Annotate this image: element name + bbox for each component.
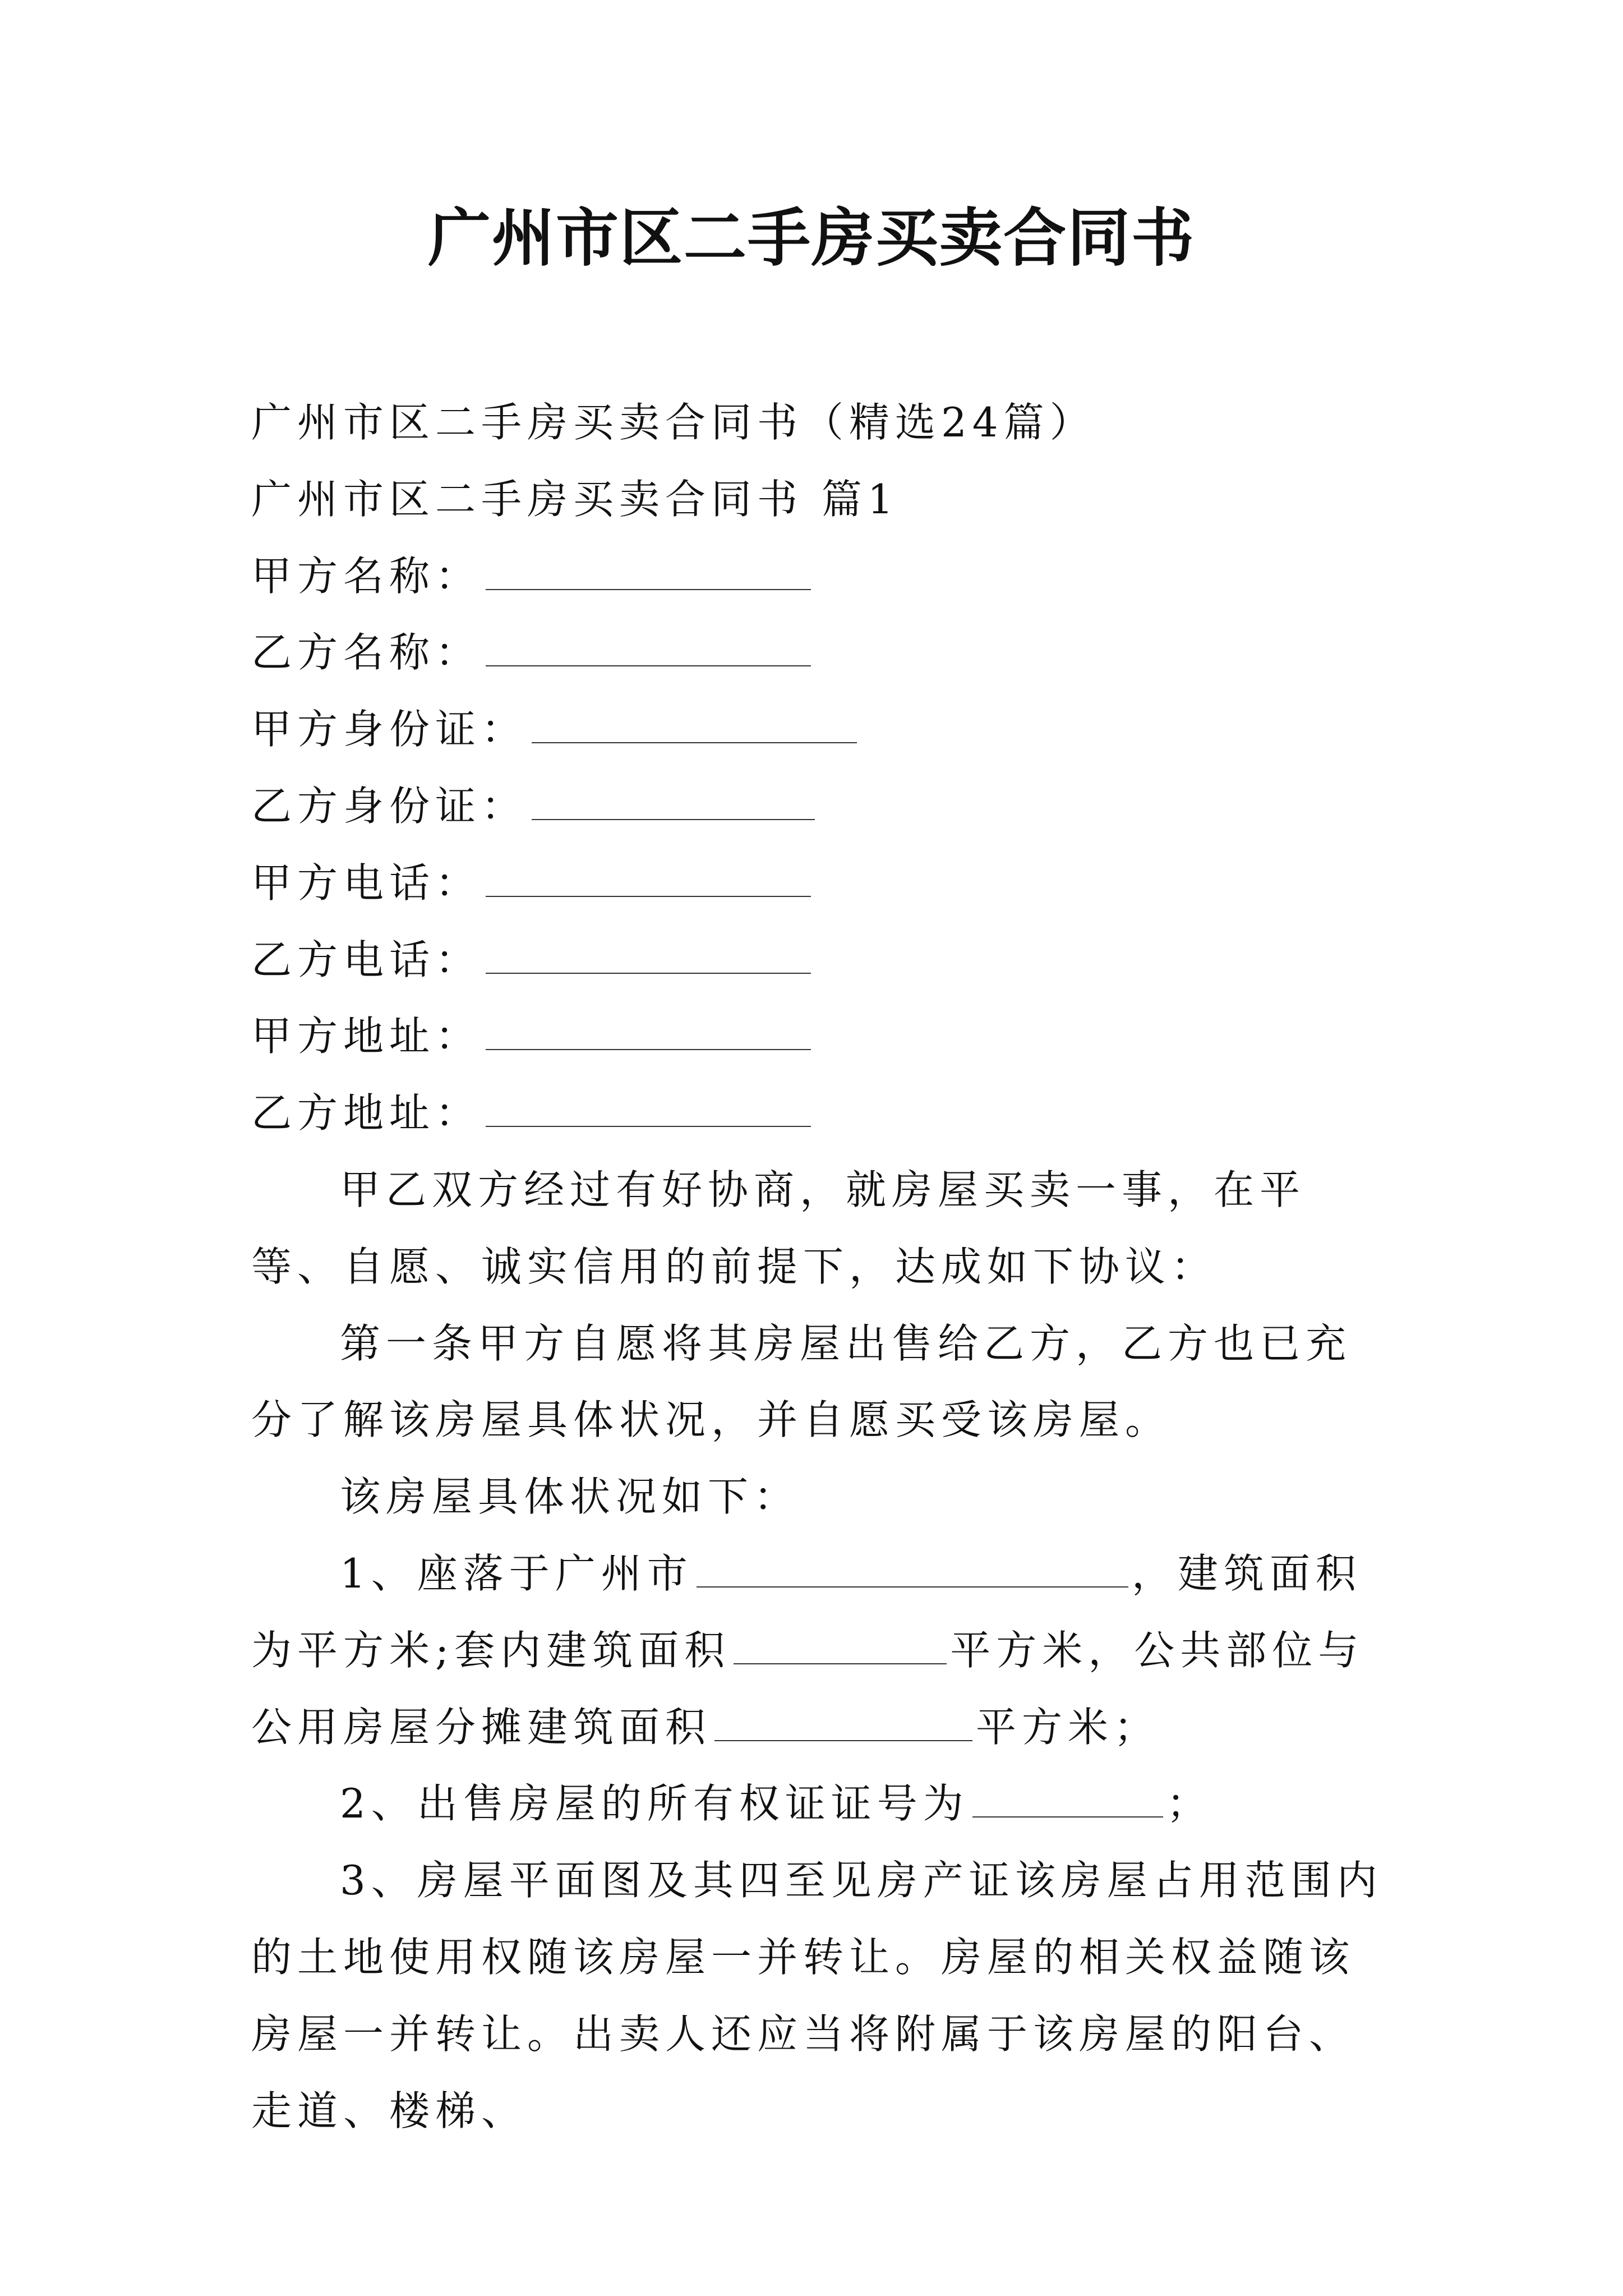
document-subtitle: 广州市区二手房买卖合同书（精选24篇）: [251, 399, 1096, 446]
field-label: 乙方身份证：: [251, 782, 528, 830]
field-label: 甲方名称：: [251, 552, 482, 600]
blank-line: [486, 1048, 811, 1050]
item-2-paragraph: [251, 1765, 1390, 1842]
field-label: 甲方电话：: [251, 859, 482, 907]
document-title: 广州市区二手房买卖合同书: [428, 202, 1195, 275]
field-label: 甲方地址：: [251, 1013, 482, 1060]
item-2-text-b: ；: [1166, 1780, 1212, 1828]
party-b-phone-field: [251, 922, 1390, 999]
document-body: [251, 384, 1390, 2149]
blank-line: [972, 1816, 1163, 1818]
status-heading: 该房屋具体状况如下：: [340, 1473, 800, 1521]
party-b-name-field: [251, 614, 1390, 691]
intro-paragraph: 甲乙双方经过有好协商，就房屋买卖一事，在平等、自愿、诚实信用的前提下，达成如下协议：: [251, 1166, 1306, 1290]
item-1-text-b: ，建筑面积为平方米;套内建筑面积: [251, 1549, 1362, 1674]
blank-line: [714, 1740, 972, 1741]
party-a-phone-field: [251, 845, 1390, 922]
blank-line: [486, 895, 811, 897]
blank-line: [486, 588, 811, 590]
party-a-name-field: [251, 538, 1390, 615]
blank-line: [697, 1586, 1128, 1588]
blank-line: [532, 742, 857, 743]
blank-line: [734, 1663, 947, 1664]
section-heading: 广州市区二手房买卖合同书 篇1: [251, 475, 899, 523]
field-label: 乙方名称：: [251, 629, 482, 677]
blank-line: [486, 1125, 811, 1127]
item-2-text-a: 2、出售房屋的所有权证证号为: [340, 1780, 969, 1828]
party-a-address-field: [251, 998, 1390, 1075]
field-label: 甲方身份证：: [251, 706, 528, 753]
party-a-id-field: [251, 691, 1390, 768]
field-label: 乙方电话：: [251, 936, 482, 983]
item-1-text-a: 1、座落于广州市: [340, 1549, 693, 1597]
article-1-paragraph: 第一条甲方自愿将其房屋出售给乙方，乙方也已充分了解该房屋具体状况，并自愿买受该房屋。: [251, 1319, 1352, 1444]
item-1-text-d: 平方米；: [976, 1703, 1160, 1751]
field-label: 乙方地址：: [251, 1089, 482, 1137]
blank-line: [486, 665, 811, 666]
item-1-paragraph: [251, 1535, 1390, 1765]
party-b-id-field: [251, 768, 1390, 845]
item-1-text-c: 平方米，公共部位与公用房屋分摊建筑面积: [251, 1626, 1364, 1751]
blank-line: [532, 818, 815, 820]
party-b-address-field: [251, 1075, 1390, 1152]
blank-line: [486, 972, 811, 974]
item-3-paragraph: 3、房屋平面图及其四至见房产证该房屋占用范围内的土地使用权随该房屋一并转让。房屋的相关权益随该房屋一并转让。出卖人还应当将附属于该房屋的阳台、走道、楼梯、: [251, 1857, 1383, 2134]
